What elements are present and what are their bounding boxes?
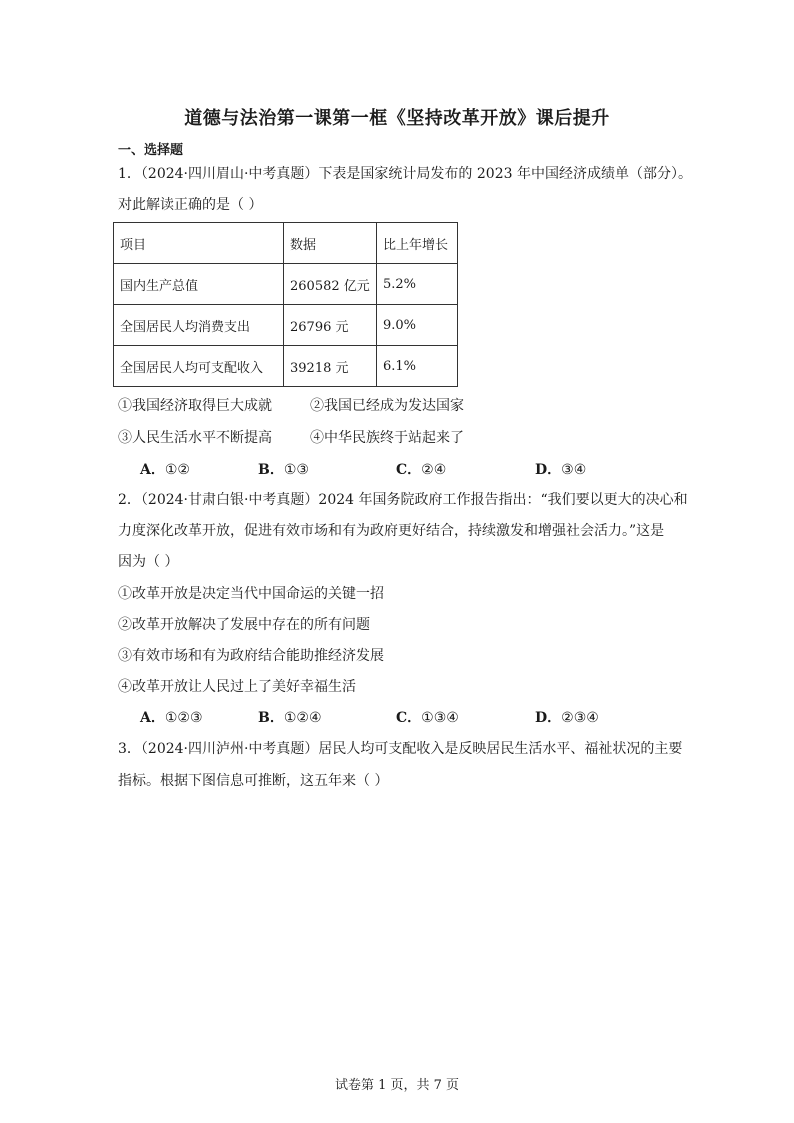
statement-1: ①改革开放是决定当代中国命运的关键一招 [118,586,384,602]
option-letter: B． [258,462,284,478]
table-cell: 6.1% [377,346,458,387]
option-text: ①②③ [164,710,203,726]
statement-2: ②改革开放解决了发展中存在的所有问题 [118,617,370,633]
statement-4: ④中华民族终于站起来了 [310,430,464,446]
question-2-line-1: 2．（2024·甘肃白银·中考真题）2024 年国务院政府工作报告指出：“我们要以更大的决心和 [118,492,688,508]
option-b[interactable] [258,708,322,728]
statistics-table [113,222,458,387]
option-a[interactable] [140,708,203,728]
statement-3: ③人民生活水平不断提高 [118,430,272,446]
statement-2: ②我国已经成为发达国家 [310,398,464,414]
option-letter: B． [258,710,284,726]
option-c[interactable] [396,708,459,728]
question-1-statements-row-2 [118,428,464,448]
option-d[interactable] [535,708,599,728]
table-header-cell: 比上年增长 [377,223,458,264]
question-1-statements-row-1 [118,396,464,416]
table-cell: 国内生产总值 [114,264,284,305]
table-cell: 39218 元 [284,346,377,387]
table-cell: 260582 亿元 [284,264,377,305]
option-text: ②③④ [561,710,599,726]
option-c[interactable] [396,460,446,480]
page-footer: 试卷第 1 页，共 7 页 [334,1078,460,1093]
question-2-line-2: 力度深化改革开放，促进有效市场和有为政府更好结合，持续激发和增强社会活力。”这是 [118,523,665,539]
option-text: ①②④ [283,710,322,726]
table-header-row [114,223,458,264]
table-cell: 26796 元 [284,305,377,346]
option-letter: C． [396,710,422,726]
option-letter: D． [535,710,562,726]
section-heading: 一、选择题 [118,143,184,158]
option-letter: A． [140,462,165,478]
table-row [114,264,458,305]
table-row [114,346,458,387]
option-text: ③④ [561,462,587,478]
table-cell: 全国居民人均可支配收入 [114,346,284,387]
statement-1: ①我国经济取得巨大成就 [118,398,272,414]
option-text: ①② [164,462,190,478]
statement-4: ④改革开放让人民过上了美好幸福生活 [118,679,356,695]
table-row [114,305,458,346]
table-header-cell: 项目 [114,223,284,264]
page-title: 道德与法治第一课第一框《坚持改革开放》课后提升 [184,108,610,129]
table-cell: 5.2% [377,264,458,305]
option-text: ①③ [283,462,309,478]
question-2-line-3: 因为（ ） [118,554,179,570]
option-letter: A． [140,710,165,726]
table-cell: 9.0% [377,305,458,346]
question-3-line-2: 指标。根据下图信息可推断，这五年来（ ） [118,773,389,789]
table-cell: 全国居民人均消费支出 [114,305,284,346]
option-d[interactable] [535,460,586,480]
table-header-cell: 数据 [284,223,377,264]
option-letter: C． [396,462,422,478]
question-1-line-2: 对此解读正确的是（ ） [118,197,263,213]
option-a[interactable] [140,460,190,480]
option-text: ②④ [421,462,447,478]
question-1-line-1: 1．（2024·四川眉山·中考真题）下表是国家统计局发布的 2023 年中国经济成绩单（部分）。 [118,166,692,182]
question-3-line-1: 3．（2024·四川泸州·中考真题）居民人均可支配收入是反映居民生活水平、福祉状况的主要 [118,741,683,757]
option-letter: D． [535,462,562,478]
option-b[interactable] [258,460,309,480]
statement-3: ③有效市场和有为政府结合能助推经济发展 [118,648,384,664]
option-text: ①③④ [421,710,459,726]
